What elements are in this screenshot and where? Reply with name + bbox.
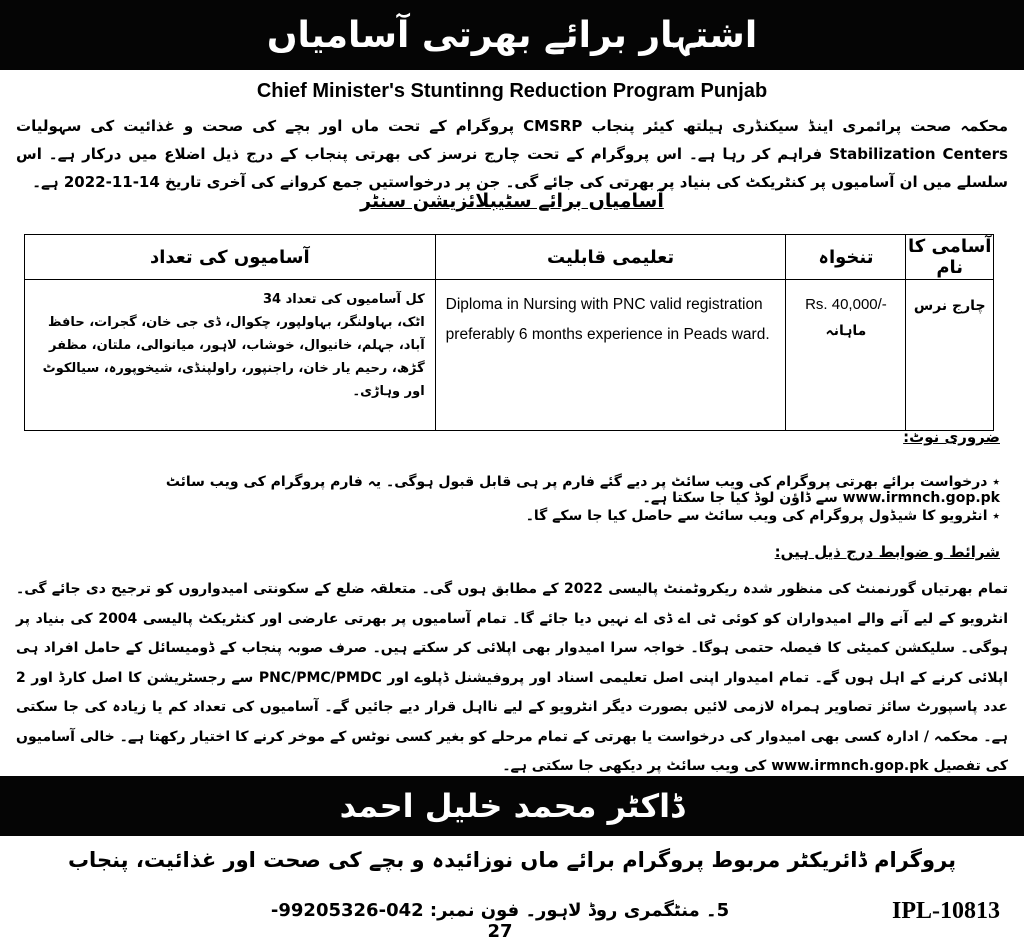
salary-amount: Rs. 40,000/-	[805, 296, 887, 313]
intro-paragraph: محکمہ صحت پرائمری اینڈ سیکنڈری ہیلتھ کیئر پنجاب CMSRP پروگرام کے تحت ماں اور بچے کی صحت و غذائیت کی سہولیات Stabilization Centers فراہم کر رہا ہے۔ اس پروگرام کے تحت چارج نرسز کی بھرتی پنجاب کے درج ذیل اضلاع میں درکار ہے۔ اس سلسلے میں ان آسامیوں پر کنٹریکٹ کی بنیاد پر بھرتی کی جائے گی۔ جن پر درخواستیں جمع کروانے کی آخری تاریخ 14-11-2022 ہے۔	[16, 117, 1008, 191]
office-address: 5۔ منٹگمری روڈ لاہور۔ فون نمبر: 042-99205326-27	[270, 900, 730, 942]
note-item-2: ٭ انٹرویو کا شیڈول پروگرام کی ویب سائٹ سے حاصل کیا جا سکے گا۔	[525, 508, 1000, 524]
note-item-1: ٭ درخواست برائے بھرتی پروگرام کی ویب سائٹ پر دیے گئے فارم پر ہی قابل قبول ہوگی۔ یہ فارم پروگرام کی ویب سائٹ www.irmnch.gop.pk سے ڈاؤن لوڈ کیا جا سکتا ہے۔	[165, 474, 1000, 506]
signatory-name: ڈاکٹر محمد خلیل احمد	[339, 787, 685, 825]
header-banner	[0, 0, 1024, 70]
salary-period: ماہانہ	[825, 323, 867, 339]
signatory-banner	[0, 776, 1024, 836]
cell-post-name: چارج نرس	[906, 280, 994, 431]
cell-qualification: Diploma in Nursing with PNC valid registration preferably 6 months experience in Peads ward.	[435, 280, 786, 431]
terms-paragraph: تمام بھرتیاں گورنمنٹ کی منظور شدہ ریکروٹمنٹ پالیسی 2022 کے مطابق ہوں گی۔ متعلقہ ضلع کے سکونتی امیدواروں کو ترجیح دی جائے گی۔ انٹرویو کے لیے آنے والے امیدواران کو کوئی ٹی اے ڈی اے نہیں دیا جائے گا۔ تمام آسامیوں پر بھرتی عارضی اور کنٹریکٹ پالیسی 2004 کی بنیاد پر ہوگی۔ سلیکشن کمیٹی کا فیصلہ حتمی ہوگا۔ خواجہ سرا امیدوار بھی اپلائی کر سکتے ہیں۔ صرف صوبہ پنجاب کے ڈومیسائل کے حامل افراد ہی اپلائی کرنے کے اہل ہوں گے۔ تمام امیدوار اپنی اصل تعلیمی اسناد اور پروفیشنل ڈپلوے اور PNC/PMC/PMDC سے رجسٹریشن کا اصل کارڈ اور 2 عدد پاسپورٹ سائز تصاویر ہمراہ لازمی لائیں بصورت دیگر انٹرویو کے لیے نااہل قرار دیے جائیں گے۔ آسامیوں کی تعداد کم یا زیادہ کی جا سکتی ہے۔ محکمہ / ادارہ کسی بھی امیدوار کی درخواست یا بھرتی کے تمام مرحلے کو بغیر کسی نوٹس کے موخر کرنے کا اختیار رکھتا ہے۔ خالی آسامیوں کی تفصیل www.irmnch.gop.pk کی ویب سائٹ پر دیکھی جا سکتی ہے۔	[16, 581, 1009, 774]
header-title: اشتہار برائے بھرتی آسامیاں	[266, 14, 758, 56]
table-row	[25, 280, 994, 431]
table-heading: آسامیاں برائے سٹیبلائزیشن سنٹر	[360, 190, 664, 212]
vacancies-table	[24, 234, 994, 431]
header-positions: آسامیوں کی تعداد	[25, 235, 436, 280]
district-list: اٹک، بہاولنگر، بہاولپور، چکوال، ڈی جی خان، گجرات، حافظ آباد، جہلم، خانیوال، خوشاب، لاہور، میانوالی، ملتان، مظفر گڑھ، رحیم یار خان، راجنپور، راولپنڈی، شیخوپورہ، سیالکوٹ اور وہاڑی۔	[42, 315, 425, 399]
cell-salary	[786, 280, 906, 431]
notes-title: ضروری نوٹ:	[903, 428, 1000, 446]
header-salary: تنخواہ	[786, 235, 906, 280]
ipl-number: IPL-10813	[892, 898, 1000, 924]
header-post-name: آسامی کا نام	[906, 235, 994, 280]
terms-title: شرائط و ضوابط درج ذیل ہیں:	[774, 543, 1000, 561]
header-qualification: تعلیمی قابلیت	[435, 235, 786, 280]
cell-positions	[25, 280, 436, 431]
total-positions: کل آسامیوں کی تعداد 34	[263, 292, 425, 307]
director-designation: پروگرام ڈائریکٹر مربوط پروگرام برائے ماں نوزائیدہ و بچے کی صحت اور غذائیت، پنجاب	[67, 848, 957, 872]
table-header-row	[25, 235, 994, 280]
program-title: Chief Minister's Stuntinng Reduction Program Punjab	[256, 80, 768, 102]
